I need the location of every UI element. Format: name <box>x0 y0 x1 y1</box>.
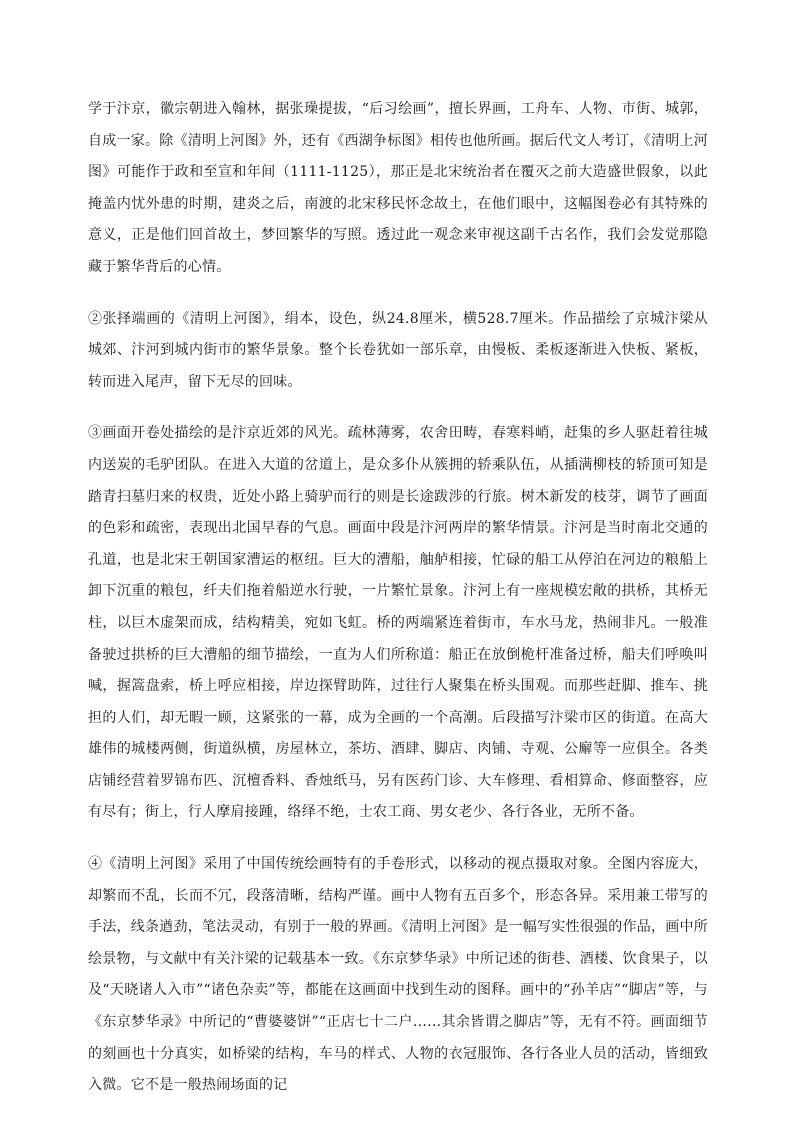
paragraph-1: 学于汴京，徽宗朝进入翰林，据张璪提拔，“后习绘画”，擅长界画，工舟车、人物、市街、城郭，自成一家。除《清明上河图》外，还有《西湖争标图》相传也他所画。据后代文人考订，《清明上河图》可能作于政和至宣和年间（1111-1125），那正是北宋统治者在覆灭之前大造盛世假象，以此掩盖内忧外患的时期，建炎之后，南渡的北宋移民怀念故土，在他们眼中，这幅图卷必有其特殊的意义，正是他们回首故土，梦回繁华的写照。透过此一观念来审视这副千古名作，我们会发觉那隐藏于繁华背后的心情。 <box>88 101 708 275</box>
paragraph-3: ③画面开卷处描绘的是汴京近郊的风光。疏林薄雾，农舍田畴，春寒料峭，赶集的乡人驱赶着往城内送炭的毛驴团队。在进入大道的岔道上，是众多仆从簇拥的轿乘队伍，从插满柳枝的轿顶可知是踏青扫墓归来的权贵，近处小路上骑驴而行的则是长途跋涉的行旅。树木新发的枝芽，调节了画面的色彩和疏密，表现出北国早春的气息。画面中段是汴河两岸的繁华情景。汴河是当时南北交通的孔道，也是北宋王朝国家漕运的枢纽。巨大的漕船，舳舻相接，忙碌的船工从停泊在河边的粮船上卸下沉重的粮包，纤夫们拖着船逆水行驶，一片繁忙景象。汴河上有一座规模宏敞的拱桥，其桥无柱，以巨木虚架而成，结构精美，宛如飞虹。桥的两端紧连着街市，车水马龙，热闹非凡。一般准备驶过拱桥的巨大漕船的细节描绘，一直为人们所称道：船正在放倒桅杆准备过桥，船夫们呼唤叫喊，握篙盘索，桥上呼应相接，岸边探臂助阵，过往行人聚集在桥头围观。而那些赶脚、推车、挑担的人们，却无暇一顾，这紧张的一幕，成为全画的一个高潮。后段描写汴梁市区的街道。在高大雄伟的城楼两侧，街道纵横，房屋林立，茶坊、酒肆、脚店、肉铺、寺观、公廨等一应俱全。各类店铺经营着罗锦布匹、沉檀香料、香烛纸马，另有医药门诊、大车修理、看相算命、修面整容，应有尽有；街上，行人摩肩接踵，络绎不绝，士农工商、男女老少、各行各业，无所不备。 <box>88 425 708 821</box>
paragraph-2: ②张择端画的《清明上河图》，绢本，设色，纵24.8厘米，横528.7厘米。作品描绘了京城汴梁从城郊、汴河到城内街市的繁华景象。整个长卷犹如一部乐章，由慢板、柔板逐渐进入快板、紧板，转而进入尾声，留下无尽的回味。 <box>88 310 708 390</box>
document-page <box>88 94 708 1122</box>
paragraph-4: ④《清明上河图》采用了中国传统绘画特有的手卷形式，以移动的视点摄取对象。全图内容庞大，却繁而不乱，长而不冗，段落清晰，结构严谨。画中人物有五百多个，形态各异。采用兼工带写的手法，线条遒劲，笔法灵动，有别于一般的界画。《清明上河图》是一幅写实性很强的作品，画中所绘景物，与文献中有关汴梁的记载基本一致。《东京梦华录》中所记述的街巷、酒楼、饮食果子，以及“天晓诸人入市”“诸色杂卖”等，都能在这画面中找到生动的图释。画中的“孙羊店”“脚店”等，与《东京梦华录》中所记的“曹婆婆饼”“正店七十二户……其余皆谓之脚店”等，无有不符。画面细节的刻画也十分真实，如桥梁的结构，车马的样式、人物的衣冠服饰、各行各业人员的活动，皆细致入微。它不是一般热闹场面的记 <box>88 856 708 1094</box>
